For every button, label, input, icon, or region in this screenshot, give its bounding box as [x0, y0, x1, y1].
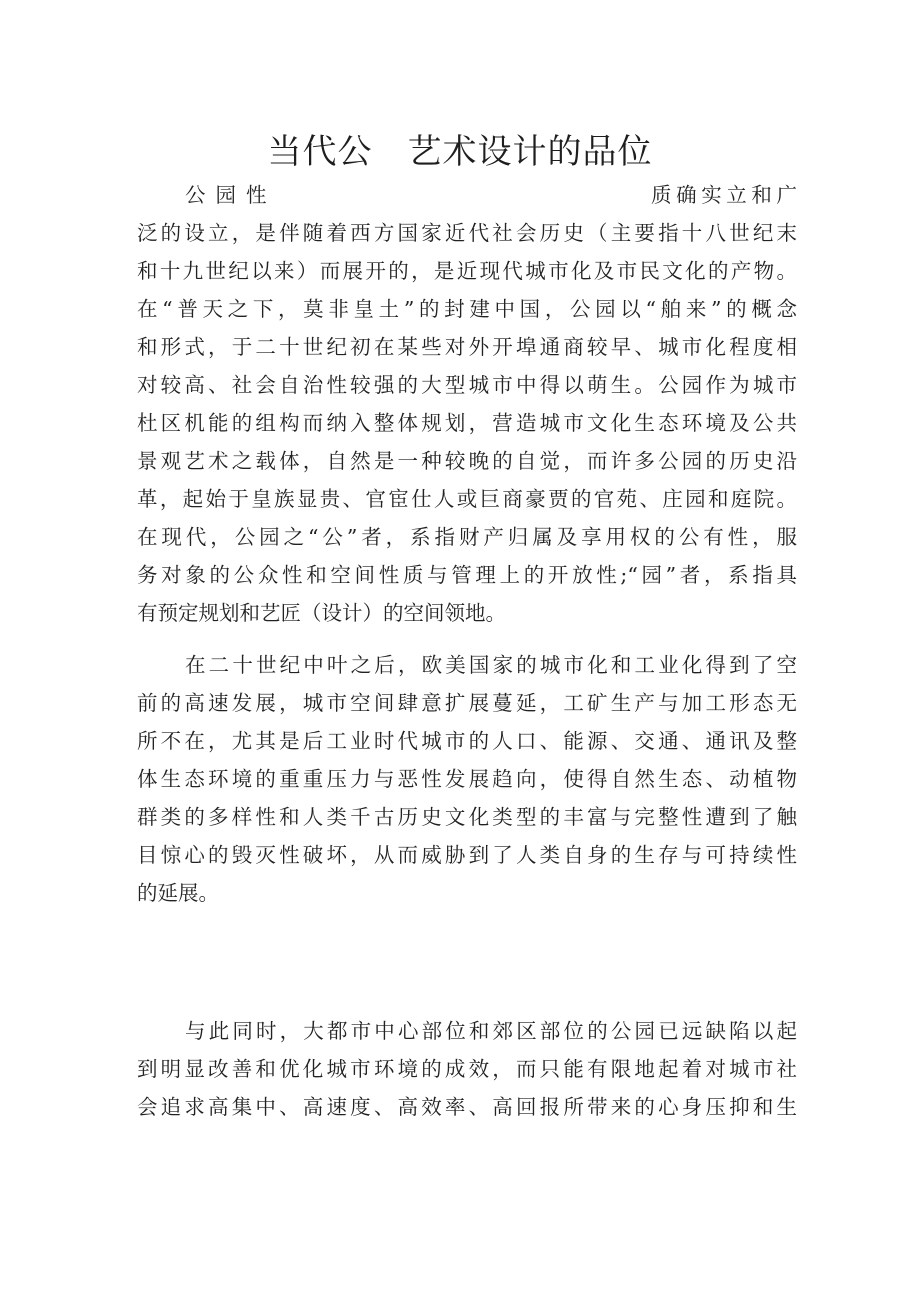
paragraph-1-line: 和形式，于二十世纪初在某些对外开埠通商较早、城市化程度相 — [137, 335, 797, 359]
paragraph-1-line: 和十九世纪以来）而展开的，是近现代城市化及市民文化的产物。 — [137, 259, 797, 283]
paragraph-2-line: 目惊心的毁灭性破坏，从而威胁到了人类自身的生存与可持续性 — [137, 843, 797, 867]
paragraph-1-line: 革，起始于皇族显贵、官宦仕人或巨商豪贾的官苑、庄园和庭院。 — [137, 487, 797, 511]
paragraph-1-line: 景观艺术之载体，自然是一种较晚的自觉，而许多公园的历史沿 — [137, 449, 797, 473]
paragraph-1-line: 泛的设立，是伴随着西方国家近代社会历史（主要指十八世纪末 — [137, 221, 797, 245]
paragraph-2-line: 的延展。 — [137, 881, 219, 905]
paragraph-3-line: 与此同时，大都市中心部位和郊区部位的公园已远缺陷以起 — [185, 1019, 797, 1043]
paragraph-1-first-line-right: 质确实立和广 — [651, 183, 797, 207]
paragraph-1-line: 对较高、社会自治性较强的大型城市中得以萌生。公园作为城市 — [137, 373, 797, 397]
paragraph-2-line: 所不在，尤其是后工业时代城市的人口、能源、交通、通讯及整 — [137, 729, 797, 753]
paragraph-1-line: 务对象的公众性和空间性质与管理上的开放性;“园”者，系指具 — [137, 563, 797, 587]
document-title: 当代公 艺术设计的品位 — [267, 132, 653, 172]
paragraph-2-line: 体生态环境的重重压力与恶性发展趋向，使得自然生态、动植物 — [137, 767, 797, 791]
paragraph-1-line: 在“普天之下，莫非皇土”的封建中国，公园以“舶来”的概念 — [137, 297, 797, 321]
paragraph-1-line: 在现代，公园之“公”者，系指财产归属及享用权的公有性，服 — [137, 525, 797, 549]
paragraph-2-line: 前的高速发展，城市空间肆意扩展蔓延，工矿生产与加工形态无 — [137, 691, 797, 715]
paragraph-3-line: 会追求高集中、高速度、高效率、高回报所带来的心身压抑和生 — [137, 1095, 797, 1119]
paragraph-1-line: 杜区机能的组构而纳入整体规划，营造城市文化生态环境及公共 — [137, 411, 797, 435]
paragraph-1-first-line-left: 公园性 — [185, 183, 277, 207]
paragraph-1-line: 有预定规划和艺匠（设计）的空间领地。 — [137, 601, 506, 625]
paragraph-2-line: 群类的多样性和人类千古历史文化类型的丰富与完整性遭到了触 — [137, 805, 797, 829]
paragraph-2-line: 在二十世纪中叶之后，欧美国家的城市化和工业化得到了空 — [185, 653, 797, 677]
paragraph-3-line: 到明显改善和优化城市环境的成效，而只能有限地起着对城市社 — [137, 1057, 797, 1081]
